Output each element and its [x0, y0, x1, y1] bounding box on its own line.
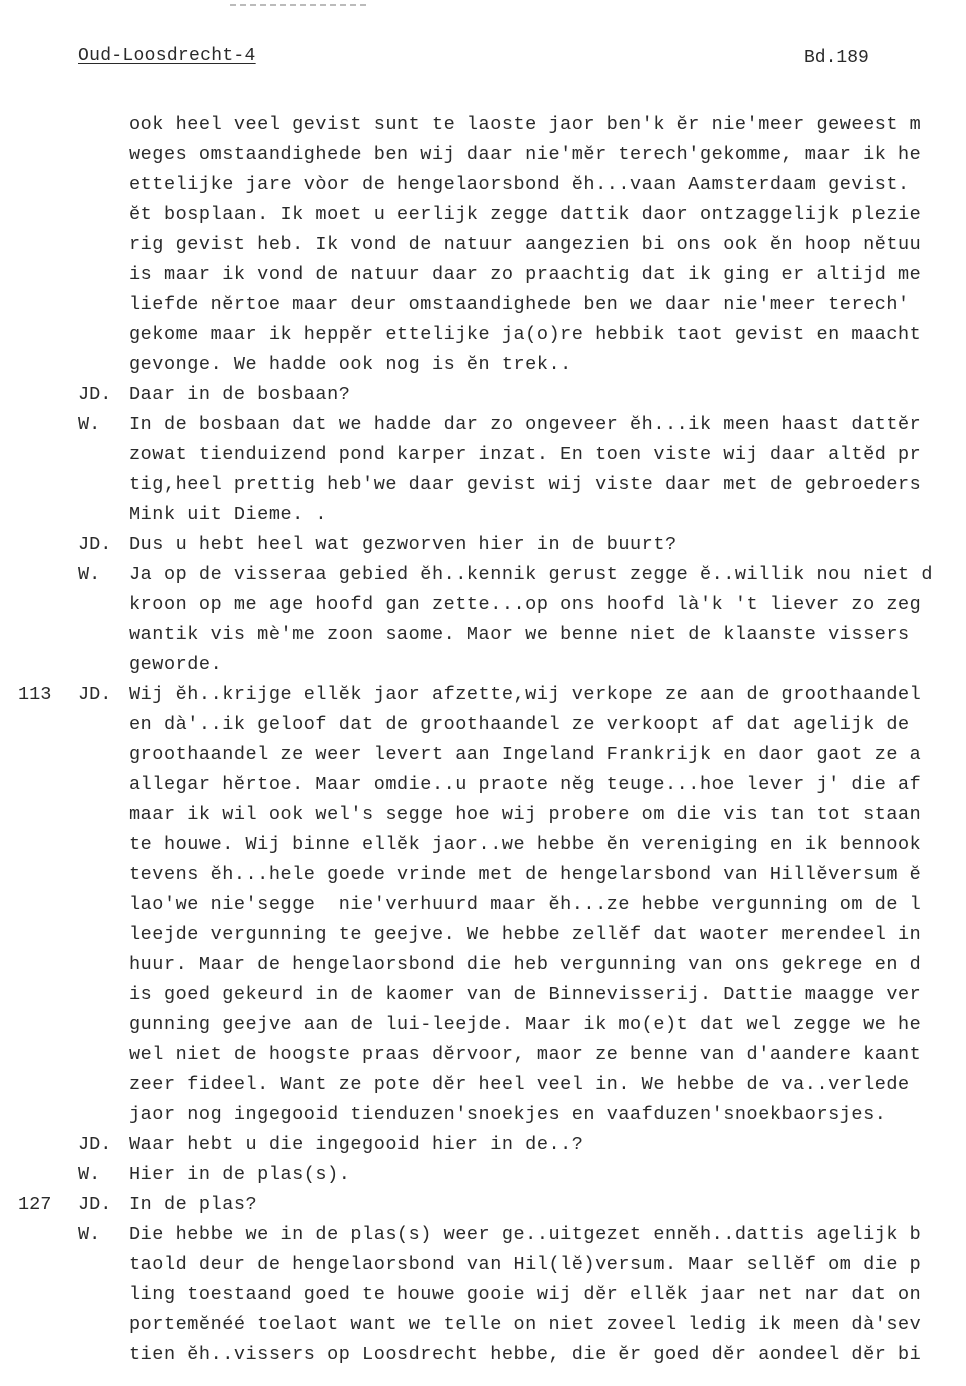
speaker-label: JD. — [78, 684, 112, 705]
transcript-line — [0, 170, 966, 200]
line-text: liefde nĕrtoe maar deur omstaandighede ben we daar nie'meer terech' — [129, 294, 910, 315]
speaker-label: W. — [78, 564, 101, 585]
line-text: gunning geejve aan de lui-leejde. Maar ik mo(e)t dat wel zegge we he — [129, 1014, 922, 1035]
line-text: rig gevist heb. Ik vond de natuur aangezien bi ons ook ĕn hoop nĕtuu — [129, 234, 922, 255]
line-text: tig,heel prettig heb'we daar gevist wij viste daar met de gebroeders — [129, 474, 922, 495]
transcript-line — [0, 770, 966, 800]
transcript-line — [0, 1100, 966, 1130]
line-text: ĕt bosplaan. Ik moet u eerlijk zegge dattik daor ontzaggelijk plezie — [129, 204, 922, 225]
line-text: weges omstaandighede ben wij daar nie'mĕr terech'gekomme, maar ik he — [129, 144, 922, 165]
transcript-line — [0, 290, 966, 320]
transcript-line — [0, 350, 966, 380]
speaker-label: W. — [78, 414, 101, 435]
line-text: is maar ik vond de natuur daar zo praachtig dat ik ging er altijd me — [129, 264, 922, 285]
line-text: Waar hebt u die ingegooid hier in de..? — [129, 1134, 584, 1155]
line-text: Dus u hebt heel wat gezworven hier in de buurt? — [129, 534, 677, 555]
transcript-line — [0, 320, 966, 350]
transcript-line — [0, 710, 966, 740]
transcript-line — [0, 830, 966, 860]
line-text: Hier in de plas(s). — [129, 1164, 351, 1185]
transcript-line — [0, 1220, 966, 1250]
header-tape-reference: Bd.189 — [804, 48, 869, 68]
transcript-line — [0, 530, 966, 560]
transcript-line — [0, 200, 966, 230]
line-text: Daar in de bosbaan? — [129, 384, 351, 405]
transcript-line — [0, 980, 966, 1010]
line-number: 113 — [18, 684, 52, 705]
line-text: Die hebbe we in de plas(s) weer ge..uitgezet ennĕh..dattis agelijk b — [129, 1224, 922, 1245]
transcript-line — [0, 920, 966, 950]
transcript-line — [0, 1040, 966, 1070]
transcript-line — [0, 500, 966, 530]
line-number: 127 — [18, 1194, 52, 1215]
transcript-body — [0, 110, 966, 1370]
transcript-line — [0, 1250, 966, 1280]
line-text: kroon op me age hoofd gan zette...op ons hoofd là'k 't liever zo zeg — [129, 594, 922, 615]
line-text: wel niet de hoogste praas dĕrvoor, maor ze benne van d'aandere kaant — [129, 1044, 922, 1065]
line-text: In de plas? — [129, 1194, 258, 1215]
line-text: ook heel veel gevist sunt te laoste jaor ben'k ĕr nie'meer geweest m — [129, 114, 922, 135]
speaker-label: JD. — [78, 384, 112, 405]
transcript-line — [0, 1280, 966, 1310]
transcript-line — [0, 1010, 966, 1040]
speaker-label: JD. — [78, 1134, 112, 1155]
line-text: wantik vis mè'me zoon saome. Maor we benne niet de klaanste vissers — [129, 624, 910, 645]
line-text: geworde. — [129, 654, 223, 675]
line-text: te houwe. Wij binne ellĕk jaor..we hebbe ĕn vereniging en ik bennook — [129, 834, 922, 855]
transcript-line — [0, 860, 966, 890]
transcript-line — [0, 1190, 966, 1220]
line-text: tien ĕh..vissers op Loosdrecht hebbe, die ĕr goed dĕr aondeel dĕr bi — [129, 1344, 922, 1365]
transcript-line — [0, 950, 966, 980]
speaker-label: JD. — [78, 534, 112, 555]
transcript-line — [0, 740, 966, 770]
line-text: Ja op de visseraa gebied ĕh..kennik gerust zegge ĕ..willik nou niet d — [129, 564, 933, 585]
transcript-line — [0, 380, 966, 410]
transcript-line — [0, 620, 966, 650]
transcript-line — [0, 1310, 966, 1340]
line-text: huur. Maar de hengelaorsbond die heb vergunning van ons gekrege en d — [129, 954, 922, 975]
line-text: ettelijke jare vòor de hengelaorsbond ĕh...vaan Aamsterdaam gevist. — [129, 174, 910, 195]
transcript-line — [0, 1130, 966, 1160]
line-text: zowat tienduizend pond karper inzat. En toen viste wij daar altĕd pr — [129, 444, 922, 465]
transcript-line — [0, 680, 966, 710]
line-text: Mink uit Dieme. . — [129, 504, 328, 525]
line-text: leejde vergunning te geejve. We hebbe zellĕf dat waoter merendeel in — [129, 924, 922, 945]
header-location: Oud-Loosdrecht-4 — [78, 46, 256, 66]
line-text: In de bosbaan dat we hadde dar zo ongeveer ĕh...ik meen haast dattĕr — [129, 414, 922, 435]
transcript-line — [0, 140, 966, 170]
transcript-line — [0, 560, 966, 590]
line-text: portemĕnéé toelaot want we telle on niet zoveel ledig ik meen dà'sev — [129, 1314, 922, 1335]
line-text: groothaandel ze weer levert aan Ingeland Frankrijk en daor gaot ze a — [129, 744, 922, 765]
transcript-line — [0, 1070, 966, 1100]
line-text: tevens ĕh...hele goede vrinde met de hengelarsbond van Hillĕversum ĕ — [129, 864, 922, 885]
line-text: gekome maar ik heppĕr ettelijke ja(o)re hebbik taot gevist en maacht — [129, 324, 922, 345]
transcript-line — [0, 230, 966, 260]
transcript-line — [0, 590, 966, 620]
line-text: lao'we nie'segge nie'verhuurd maar ĕh...ze hebbe vergunning om de l — [129, 894, 922, 915]
speaker-label: JD. — [78, 1194, 112, 1215]
line-text: ling toestaand goed te houwe gooie wij dĕr ellĕk jaar net nar dat on — [129, 1284, 922, 1305]
transcript-line — [0, 1340, 966, 1370]
line-text: zeer fideel. Want ze pote dĕr heel veel in. We hebbe de va..verlede — [129, 1074, 910, 1095]
transcript-line — [0, 890, 966, 920]
line-text: taold deur de hengelaorsbond van Hil(lĕ)versum. Maar sellĕf om die p — [129, 1254, 922, 1275]
transcript-line — [0, 440, 966, 470]
line-text: allegar hĕrtoe. Maar omdie..u praote nĕg teuge...hoe lever j' die af — [129, 774, 922, 795]
transcript-line — [0, 410, 966, 440]
line-text: gevonge. We hadde ook nog is ĕn trek.. — [129, 354, 572, 375]
transcript-line — [0, 470, 966, 500]
speaker-label: W. — [78, 1224, 101, 1245]
transcript-line — [0, 110, 966, 140]
transcript-line — [0, 800, 966, 830]
line-text: jaor nog ingegooid tienduzen'snoekjes en vaafduzen'snoekbaorsjes. — [129, 1104, 887, 1125]
line-text: maar ik wil ook wel's segge hoe wij probere om die vis tan tot staan — [129, 804, 922, 825]
line-text: en dà'..ik geloof dat de groothaandel ze verkoopt af dat agelijk de — [129, 714, 910, 735]
transcript-line — [0, 1160, 966, 1190]
transcript-line — [0, 650, 966, 680]
transcript-line — [0, 260, 966, 290]
top-edge-smudge — [230, 4, 370, 6]
line-text: is goed gekeurd in de kaomer van de Binnevisserij. Dattie maagge ver — [129, 984, 922, 1005]
line-text: Wij ĕh..krijge ellĕk jaor afzette,wij verkope ze aan de groothaandel — [129, 684, 922, 705]
speaker-label: W. — [78, 1164, 101, 1185]
